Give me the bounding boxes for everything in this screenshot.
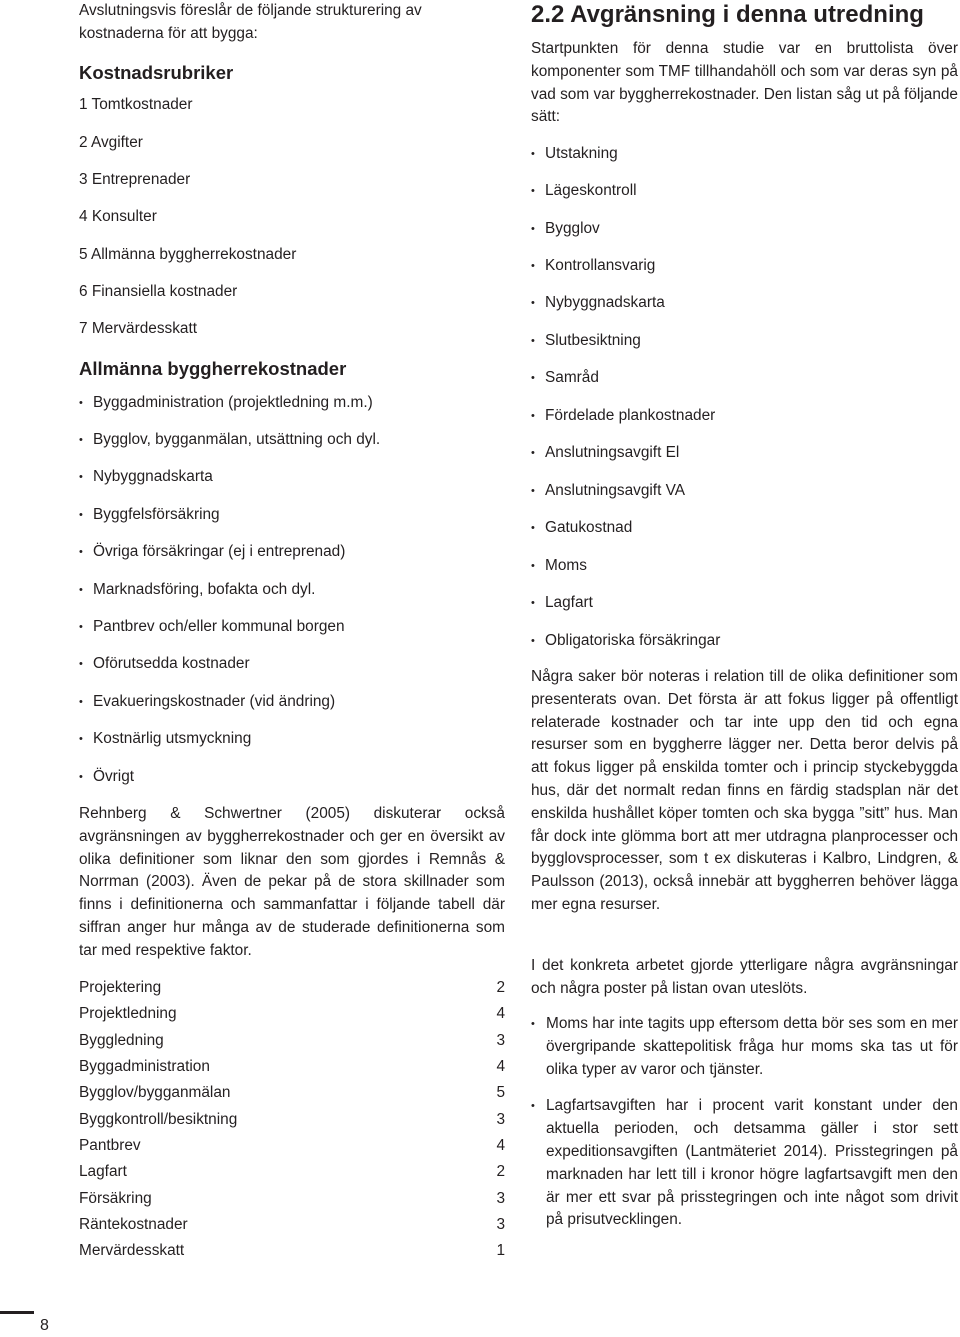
list-item: • Anslutningsavgift El <box>531 443 679 463</box>
section-title: 2.2 Avgränsning i denna utredning <box>531 1 924 28</box>
list-item: • Oförutsedda kostnader <box>79 654 250 674</box>
table-count: 4 <box>496 1058 505 1076</box>
list-item: • Gatukostnad <box>531 518 632 538</box>
definitions-table <box>79 975 505 1264</box>
table-label: Byggadministration <box>79 1058 210 1076</box>
list-item: • Övriga försäkringar (ej i entreprenad) <box>79 542 345 562</box>
list-item: • Marknadsföring, bofakta och dyl. <box>79 580 315 600</box>
table-row <box>79 1080 505 1106</box>
table-count: 5 <box>496 1084 505 1102</box>
general-costs-heading: Allmänna byggherrekostnader <box>79 358 347 379</box>
table-row <box>79 1238 505 1264</box>
table-count: 4 <box>496 1136 505 1154</box>
list-item: • Nybyggnadskarta <box>531 293 665 313</box>
table-count: 3 <box>496 1189 505 1207</box>
list-item: • Bygglov <box>531 219 600 239</box>
table-row <box>79 1001 505 1027</box>
table-count: 3 <box>496 1215 505 1233</box>
list-item: • Obligatoriska försäkringar <box>531 631 720 651</box>
cost-item: 5 Allmänna byggherrekostnader <box>79 246 297 263</box>
list-item: • Samråd <box>531 368 599 388</box>
table-label: Projektering <box>79 979 162 997</box>
cost-item: 1 Tomtkostnader <box>79 96 193 113</box>
cost-item: 7 Mervärdesskatt <box>79 320 198 337</box>
list-item: • Kontrollansvarig <box>531 256 655 276</box>
table-count: 1 <box>496 1242 505 1260</box>
list-item: • Lägeskontroll <box>531 181 637 201</box>
table-row <box>79 1185 505 1211</box>
cost-item: 3 Entreprenader <box>79 171 191 188</box>
list-item: • Pantbrev och/eller kommunal borgen <box>79 617 345 637</box>
cost-item: 4 Konsulter <box>79 208 157 225</box>
table-row <box>79 1212 505 1238</box>
table-label: Mervärdesskatt <box>79 1242 185 1260</box>
table-label: Pantbrev <box>79 1136 141 1154</box>
table-row <box>79 1054 505 1080</box>
list-item: • Moms har inte tagits upp eftersom detta bör ses som en mer övergripande skattepolitisk fråga hur moms ska tas ut för olika typer av varor och tjänster. <box>531 1013 958 1081</box>
table-label: Bygglov/bygganmälan <box>79 1084 231 1102</box>
list-item: • Evakueringskostnader (vid ändring) <box>79 692 335 712</box>
intro-text: Avslutningsvis föreslår de följande strukturering av kostnaderna för att bygga: <box>79 2 422 42</box>
page-number: 8 <box>40 1317 49 1334</box>
table-count: 3 <box>496 1031 505 1049</box>
table-count: 4 <box>496 1005 505 1023</box>
cost-item: 6 Finansiella kostnader <box>79 283 238 300</box>
definitions-note-paragraph: Några saker bör noteras i relation till de olika definitioner som presenterats ovan. Det första är att fokus ligger på offentligt relaterade kostnader och tar inte upp den tid och egna resurser som en byggherre lägger ner. Detta beror delvis på att fokus ligger på enskilda tomter och i princip styckebyggda hus, där det normalt redan finns en färdig stadsplan när det enskilda hushållet köper tomten och ska bygga ”sitt” hus. Man får dock inte glömma bort att mer utdragna planprocesser och bygglovsprocesser, som t ex diskuteras i Kalbro, Lindgren, & Paulsson (2013), också innebär att byggherren behöver lägga mer egna resurser. <box>531 668 958 913</box>
list-item: • Lagfart <box>531 593 593 613</box>
footer-rule <box>0 1311 34 1314</box>
table-count: 3 <box>496 1110 505 1128</box>
list-item: • Slutbesiktning <box>531 331 641 351</box>
exclusions-list <box>531 1013 958 1232</box>
table-label: Försäkring <box>79 1189 152 1207</box>
list-item: • Lagfartsavgiften har i procent varit konstant under den aktuella perioden, och detsamma gäller i stor sett expeditionsavgiften (Lantmäteriet 2014). Prisstegringen på marknaden har lett till i kronor högre lagfartsavgift men den är mer ett svar på prisstegringen och inte något som drivit på prisutvecklingen. <box>531 1095 958 1232</box>
list-item: • Utstakning <box>531 144 618 164</box>
table-count: 2 <box>496 1163 505 1181</box>
table-label: Lagfart <box>79 1163 127 1181</box>
table-row <box>79 975 505 1001</box>
table-count: 2 <box>496 979 505 997</box>
cost-heading: Kostnadsrubriker <box>79 62 234 83</box>
table-label: Projektledning <box>79 1005 177 1023</box>
table-label: Byggkontroll/besiktning <box>79 1110 238 1128</box>
list-item: • Övrigt <box>79 767 134 787</box>
table-label: Byggledning <box>79 1031 164 1049</box>
table-row <box>79 1106 505 1132</box>
table-row <box>79 1133 505 1159</box>
section-intro: Startpunkten för denna studie var en bruttolista över komponenter som TMF tillhandahöll och som var deras syn på vad som var byggherrekostnader. Den listan såg ut på följande sätt: <box>531 40 958 126</box>
list-item: • Byggadministration (projektledning m.m.) <box>79 393 373 413</box>
list-item: • Bygglov, bygganmälan, utsättning och dyl. <box>79 430 380 450</box>
table-label: Räntekostnader <box>79 1215 188 1233</box>
list-item: • Byggfelsförsäkring <box>79 505 220 525</box>
list-item: • Anslutningsavgift VA <box>531 481 685 501</box>
rehnberg-paragraph: Rehnberg & Schwertner (2005) diskuterar också avgränsningen av byggherrekostnader och ger en översikt av olika definitioner som liknar den som gjordes i Remnås & Norrman (2003). Även de pekar på de stora skillnader som finns i definitionerna och sammanfattar i följande tabell där siffran anger hur många av de studerade definitionerna som tar med respektive faktor. <box>79 805 505 959</box>
table-row <box>79 1159 505 1185</box>
cost-item: 2 Avgifter <box>79 134 143 151</box>
list-item: • Kostnärlig utsmyckning <box>79 729 251 749</box>
list-item: • Moms <box>531 556 587 576</box>
list-item: • Nybyggnadskarta <box>79 467 213 487</box>
table-row <box>79 1028 505 1054</box>
limitations-paragraph: I det konkreta arbetet gjorde ytterligare några avgränsningar och några poster på listan ovan uteslöts. <box>531 957 958 997</box>
list-item: • Fördelade plankostnader <box>531 406 715 426</box>
